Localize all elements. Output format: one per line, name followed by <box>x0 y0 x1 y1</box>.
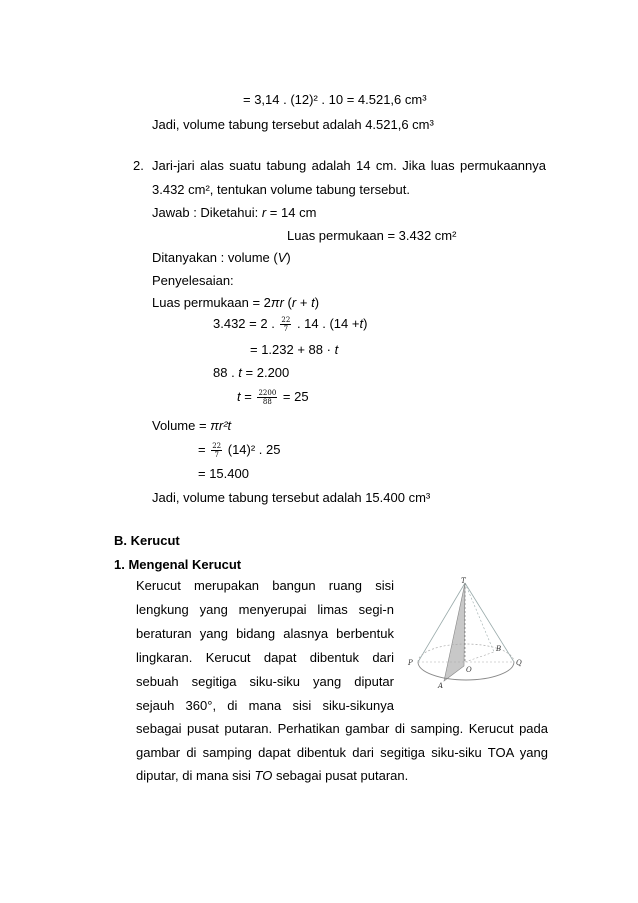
step1-t: t <box>359 316 364 331</box>
paragraph-line-7-text: sebagai pusat putaran. Perhatikan gambar di samping. Kerucut pada <box>136 721 548 736</box>
step4-line <box>237 389 309 406</box>
label-q: Q <box>516 659 522 667</box>
volume-calc-text: = 3,14 . (12)² . 10 = 4.521,6 cm³ <box>243 92 427 107</box>
question-line-2-text: 3.432 cm², tentukan volume tabung tersebut. <box>152 182 410 197</box>
label-b: B <box>496 645 502 653</box>
step4-eq: = <box>240 389 256 404</box>
step1-line <box>213 316 367 333</box>
luas-given-text: Luas permukaan = 3.432 cm² <box>287 228 457 243</box>
frac-denominator: 7 <box>283 325 289 334</box>
luas-given-line <box>287 228 456 244</box>
step1-close: ) <box>363 316 368 331</box>
slant-edge-right <box>465 583 514 662</box>
frac-numerator: 2200 <box>258 389 277 398</box>
problem-question-line-1 <box>152 158 546 174</box>
formula-paren-open: ( <box>283 295 292 310</box>
last-line-var: TO <box>254 768 273 783</box>
var-r: r <box>261 205 267 220</box>
problem-question-line-2 <box>152 182 410 198</box>
paragraph-line-3-text: beraturan yang bidang alasnya berbentuk <box>136 626 394 641</box>
question-line-1-text: Jari-jari alas suatu tabung adalah 14 cm. Jika luas permukaannya <box>152 158 546 173</box>
volume-prefix: Volume = <box>152 418 211 433</box>
formula-pi-r: πr <box>270 295 284 310</box>
ditanya-suffix: ) <box>286 250 291 265</box>
formula-t: t <box>311 295 315 310</box>
frac-numerator: 22 <box>281 316 291 325</box>
formula-plus: + <box>296 295 312 310</box>
cone-figure <box>410 578 530 698</box>
label-a: A <box>438 682 444 690</box>
fraction-22-7 <box>280 316 291 333</box>
step4-t: t <box>237 389 241 404</box>
label-p: P <box>408 659 413 667</box>
section-heading <box>114 533 180 549</box>
subsection-heading-text: 1. Mengenal Kerucut <box>114 557 242 572</box>
paragraph-line-5-text: sebuah segitiga siku-siku yang diputar <box>136 674 394 689</box>
section-heading-text: B. Kerucut <box>114 533 180 548</box>
penyelesaian-text: Penyelesaian: <box>152 273 234 288</box>
slant-to-b <box>465 583 494 652</box>
paragraph-line-2 <box>136 602 394 618</box>
formula-r: r <box>291 295 297 310</box>
volume-formula-line <box>152 418 231 434</box>
frac-denominator: 7 <box>214 451 219 460</box>
paragraph-line-2-text: lengkung yang menyerupai limas segi-n <box>136 602 394 617</box>
subsection-heading <box>114 557 241 573</box>
ditanyakan-line <box>152 250 291 266</box>
step3-t: t <box>238 365 242 380</box>
volume-conclusion-2 <box>152 490 430 506</box>
paragraph-line-4 <box>136 650 394 666</box>
volume-conclusion-1 <box>152 117 434 133</box>
conclusion-text-2: Jadi, volume tabung tersebut adalah 15.400 cm³ <box>152 490 431 505</box>
jawab-line <box>152 205 316 221</box>
problem-number-text: 2. <box>133 158 144 173</box>
jawab-prefix: Jawab : Diketahui: <box>152 205 262 220</box>
volume-step1-eq: = <box>198 442 210 457</box>
frac-denominator: 88 <box>262 398 272 407</box>
fraction-22-7-b <box>211 442 222 459</box>
last-line-suffix: sebagai pusat putaran. <box>272 768 409 783</box>
volume-step1-line <box>198 442 281 459</box>
volume-result-line <box>198 466 249 482</box>
shaded-triangle <box>444 583 465 681</box>
volume-result-text: = 15.400 <box>198 466 249 481</box>
paragraph-line-4-text: lingkaran. Kerucut dapat dibentuk dari <box>136 650 394 665</box>
paragraph-line-6 <box>136 698 394 714</box>
label-t: T <box>461 577 466 585</box>
step2-prefix: = 1.232 + 88 · <box>250 342 335 357</box>
volume-formula: πr²t <box>210 418 232 433</box>
ditanya-prefix: Ditanyakan : volume ( <box>152 250 278 265</box>
step2-t: t <box>334 342 339 357</box>
paragraph-line-6-text: sejauh 360°, di mana sisi siku-sikunya <box>136 698 394 713</box>
step1-prefix: 3.432 = 2 . <box>213 316 279 331</box>
problem-number <box>133 158 144 174</box>
radius-ob <box>465 652 494 662</box>
paragraph-line-3 <box>136 626 394 642</box>
label-o: O <box>466 666 472 674</box>
volume-calc-line <box>243 92 427 108</box>
var-v: V <box>277 250 287 265</box>
step4-result: = 25 <box>279 389 309 404</box>
paragraph-line-8-text: gambar di samping dapat dibentuk dari segitiga siku-siku TOA yang <box>136 745 548 760</box>
penyelesaian-line <box>152 273 234 289</box>
paragraph-line-7 <box>136 721 548 737</box>
step3-prefix: 88 . <box>213 365 239 380</box>
fraction-2200-88 <box>257 389 277 406</box>
step2-line <box>250 342 338 358</box>
last-line-prefix: diputar, di mana sisi <box>136 768 255 783</box>
step1-middle: . 14 . (14 + <box>293 316 360 331</box>
step3-line <box>213 365 289 381</box>
volume-step1-rest: (14)² . 25 <box>224 442 281 457</box>
paragraph-line-1 <box>136 578 394 594</box>
paragraph-line-5 <box>136 674 394 690</box>
paragraph-line-8 <box>136 745 548 761</box>
formula-line <box>152 295 319 311</box>
step3-suffix: = 2.200 <box>241 365 290 380</box>
paragraph-line-9 <box>136 768 408 784</box>
conclusion-text-1: Jadi, volume tabung tersebut adalah 4.521,6 cm³ <box>152 117 434 132</box>
formula-paren-close: ) <box>314 295 320 310</box>
formula-prefix: Luas permukaan = 2 <box>152 295 271 310</box>
frac-numerator: 22 <box>212 442 222 451</box>
r-value: = 14 cm <box>266 205 317 220</box>
paragraph-line-1-text: Kerucut merupakan bangun ruang sisi <box>136 578 394 593</box>
